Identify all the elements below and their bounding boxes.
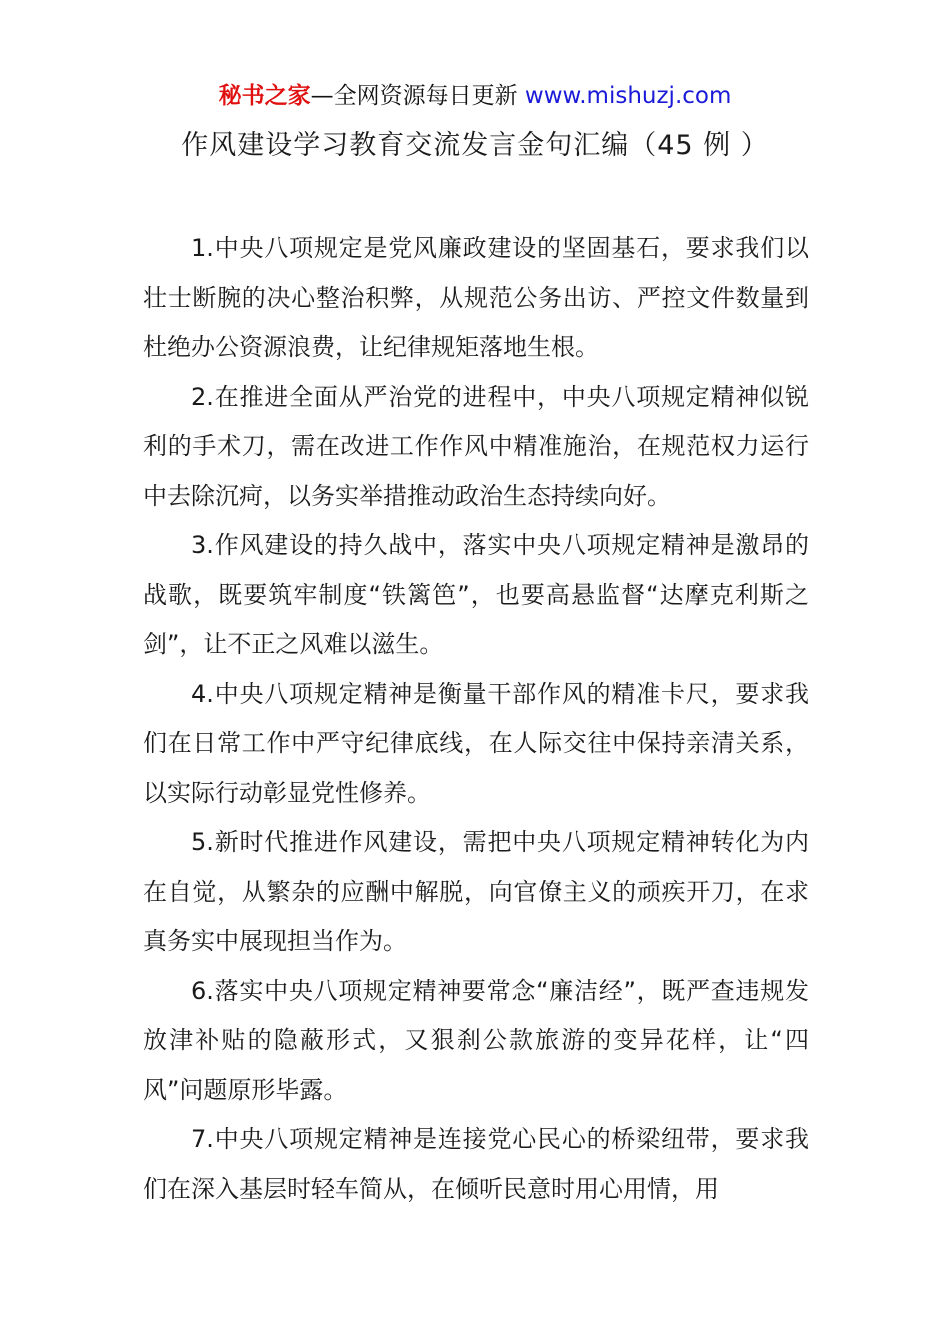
paragraph-4: 4.中央八项规定精神是衡量干部作风的精准卡尺，要求我们在日常工作中严守纪律底线，在人际交往中保持亲清关系，以实际行动彰显党性修养。	[143, 679, 809, 807]
paragraph-1: 1.中央八项规定是党风廉政建设的坚固基石，要求我们以壮士断腕的决心整治积弊，从规范公务出访、严控文件数量到杜绝办公资源浪费，让纪律规矩落地生根。	[143, 234, 809, 361]
site-url-link[interactable]: www.mishuzj.com	[524, 83, 732, 109]
document-body	[143, 224, 809, 1214]
document-title: 作风建设学习教育交流发言金句汇编（45 例 ）	[181, 130, 769, 161]
paragraph-7: 7.中央八项规定精神是连接党心民心的桥梁纽带，要求我们在深入基层时轻车简从，在倾听民意时用心用情，用	[143, 1125, 809, 1203]
paragraph-2: 2.在推进全面从严治党的进程中，中央八项规定精神似锐利的手术刀，需在改进工作作风中精准施治，在规范权力运行中去除沉疴，以务实举措推动政治生态持续向好。	[143, 382, 809, 510]
site-header-banner	[0, 80, 950, 112]
paragraph-3: 3.作风建设的持久战中，落实中央八项规定精神是激昂的战歌，既要筑牢制度“铁篱笆”，也要高悬监督“达摩克利斯之剑”，让不正之风难以滋生。	[143, 531, 809, 658]
paragraph-6: 6.落实中央八项规定精神要常念“廉洁经”，既严查违规发放津补贴的隐蔽形式，又狠刹公款旅游的变异花样，让“四风”问题原形毕露。	[143, 976, 809, 1104]
site-brand: 秘书之家	[218, 83, 311, 109]
paragraph-5: 5.新时代推进作风建设，需把中央八项规定精神转化为内在自觉，从繁杂的应酬中解脱，向官僚主义的顽疾开刀，在求真务实中展现担当作为。	[143, 828, 809, 955]
site-tagline: —全网资源每日更新	[310, 83, 518, 109]
